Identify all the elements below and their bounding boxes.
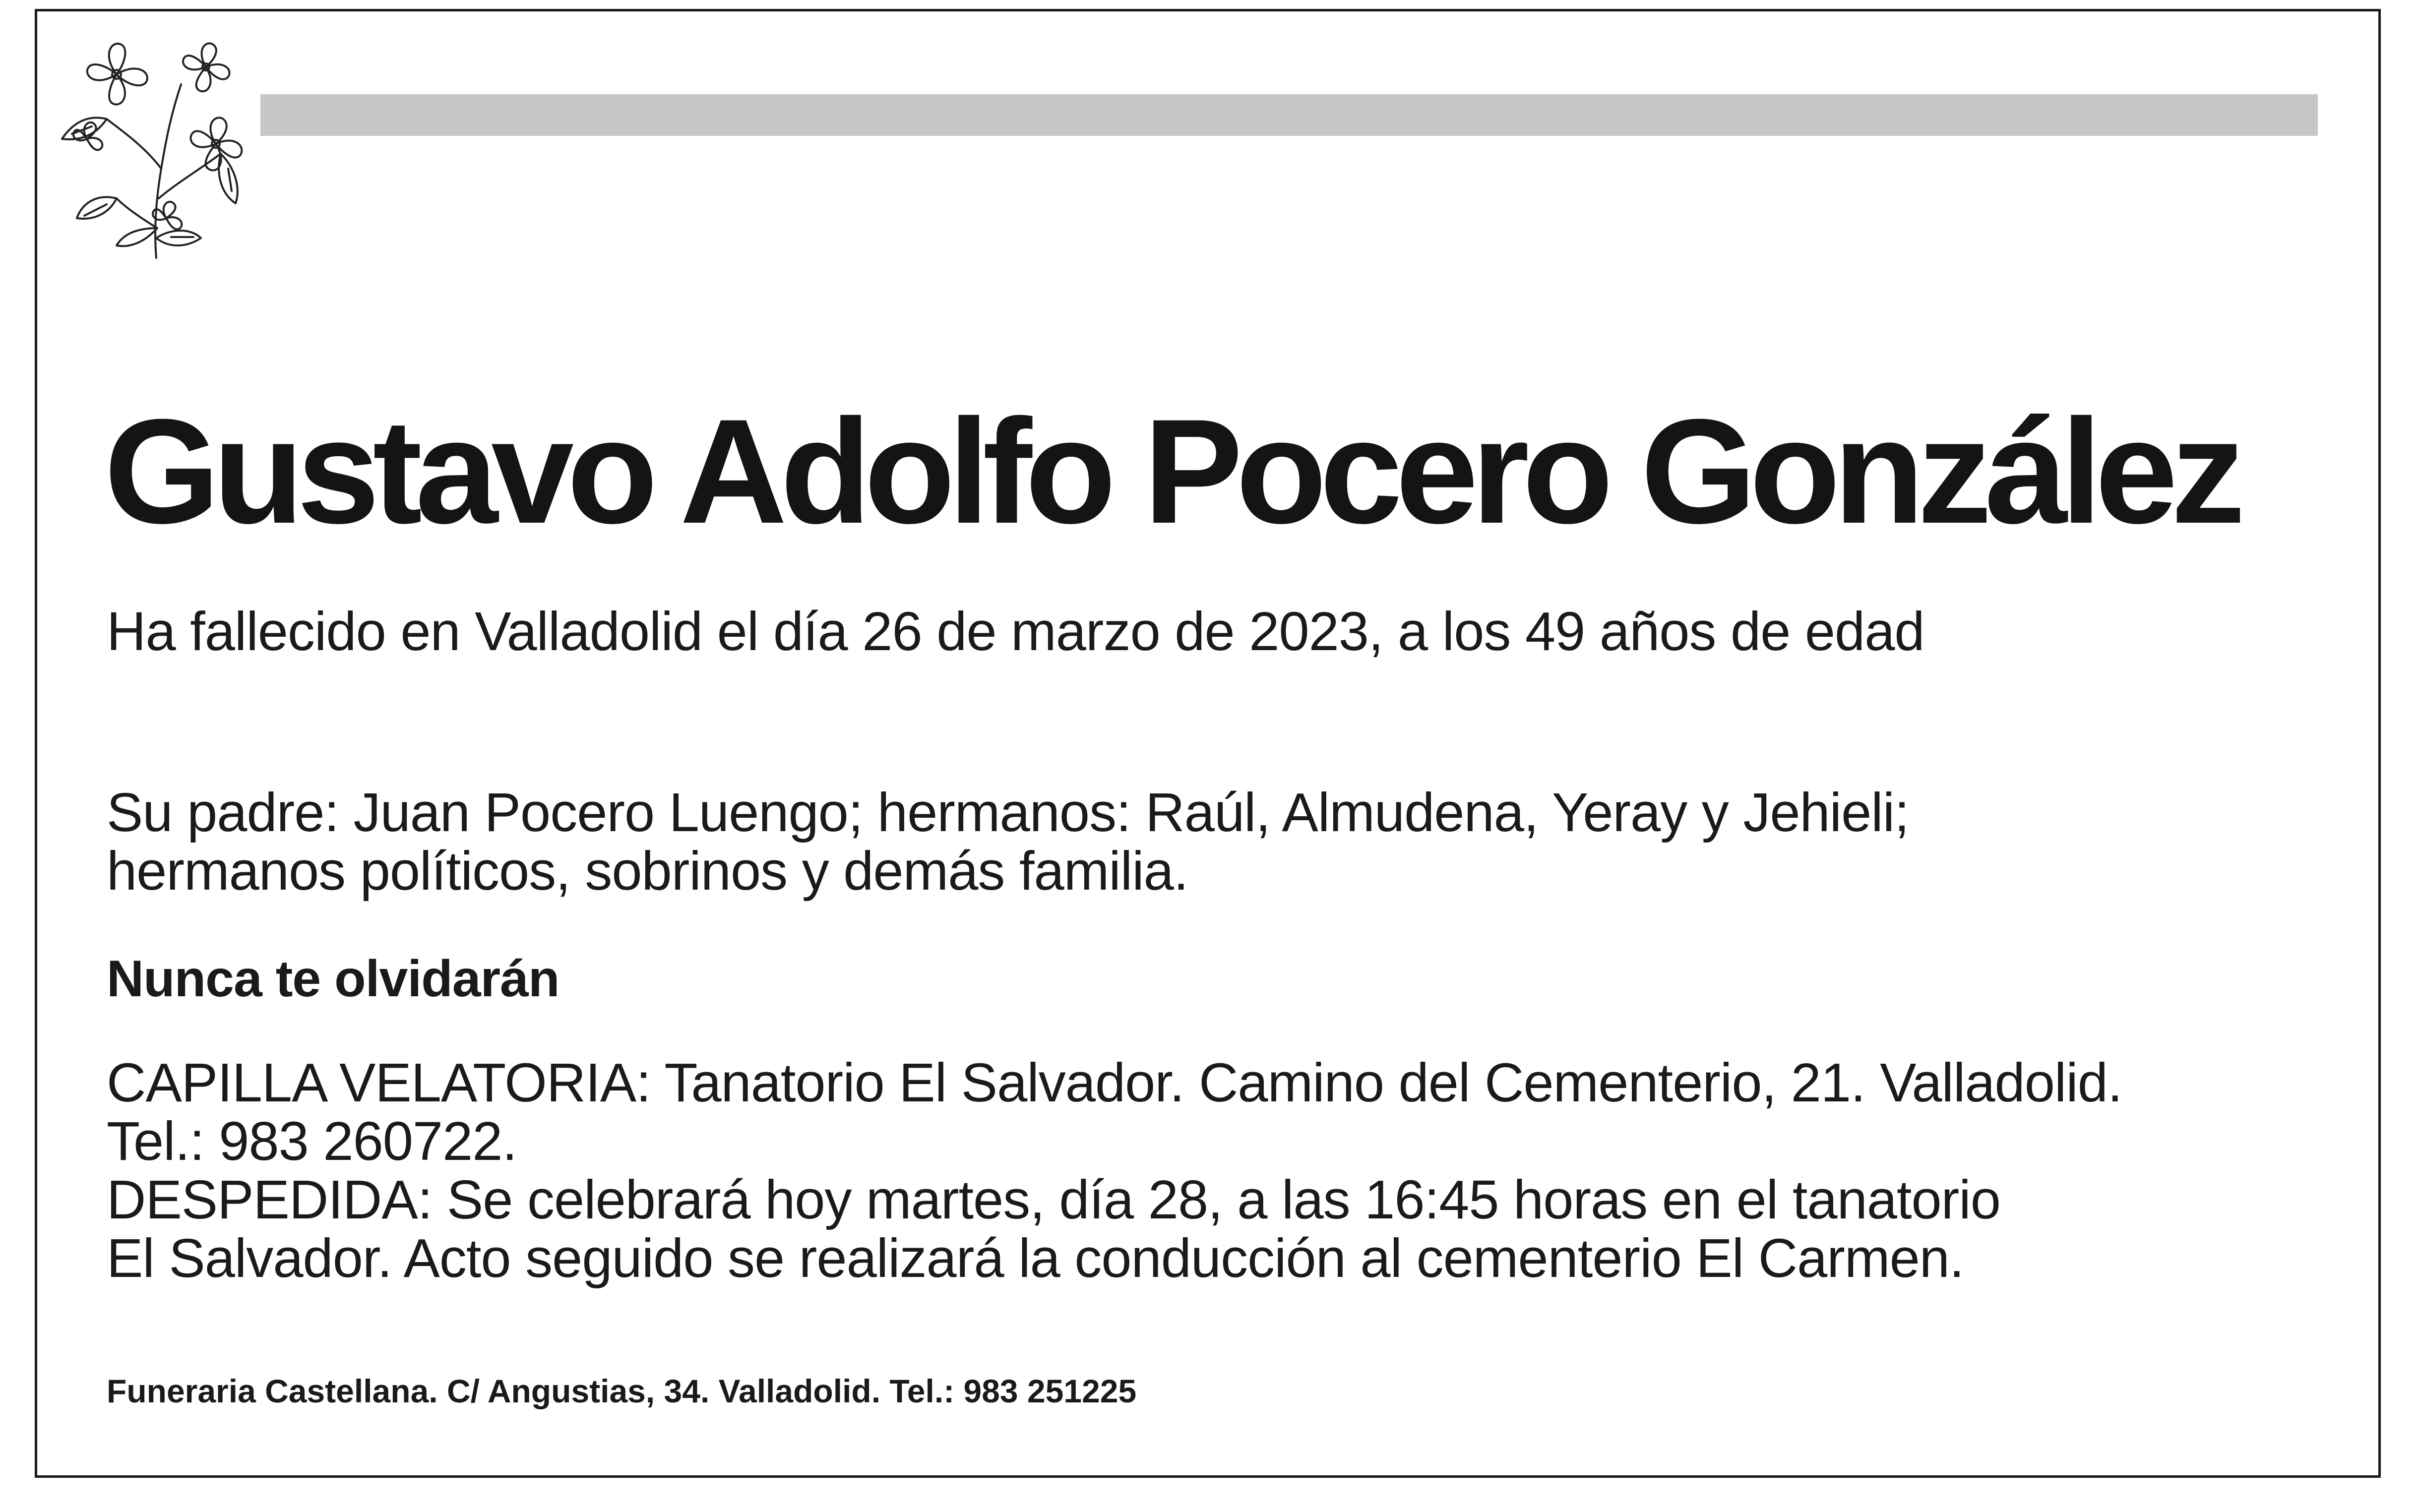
- chapel-line: CAPILLA VELATORIA: Tanatorio El Salvador. Camino del Cementerio, 21. Valladolid.: [107, 1052, 2122, 1113]
- family-line: hermanos políticos, sobrinos y demás familia.: [107, 841, 1188, 902]
- deceased-name: Gustavo Adolfo Pocero González: [104, 388, 2238, 554]
- death-announcement: Ha fallecido en Valladolid el día 26 de marzo de 2023, a los 49 años de edad: [107, 601, 1924, 662]
- chapel-phone-line: Tel.: 983 260722.: [107, 1111, 517, 1172]
- funeral-home-footer: Funeraria Castellana. C/ Angustias, 34. Valladolid. Tel.: 983 251225: [107, 1373, 1137, 1409]
- family-block: [107, 784, 1909, 901]
- service-details: [107, 1054, 2122, 1288]
- burial-line: El Salvador. Acto seguido se realizará la conducción al cementerio El Carmen.: [107, 1228, 1964, 1289]
- flower-illustration-icon: [42, 20, 255, 268]
- farewell-line: DESPEDIDA: Se celebrará hoy martes, día 28, a las 16:45 horas en el tanatorio: [107, 1169, 2000, 1230]
- header-bar: [260, 94, 2318, 136]
- family-line: Su padre: Juan Pocero Luengo; hermanos: Raúl, Almudena, Yeray y Jehieli;: [107, 782, 1909, 843]
- farewell-motto: Nunca te olvidarán: [107, 950, 559, 1008]
